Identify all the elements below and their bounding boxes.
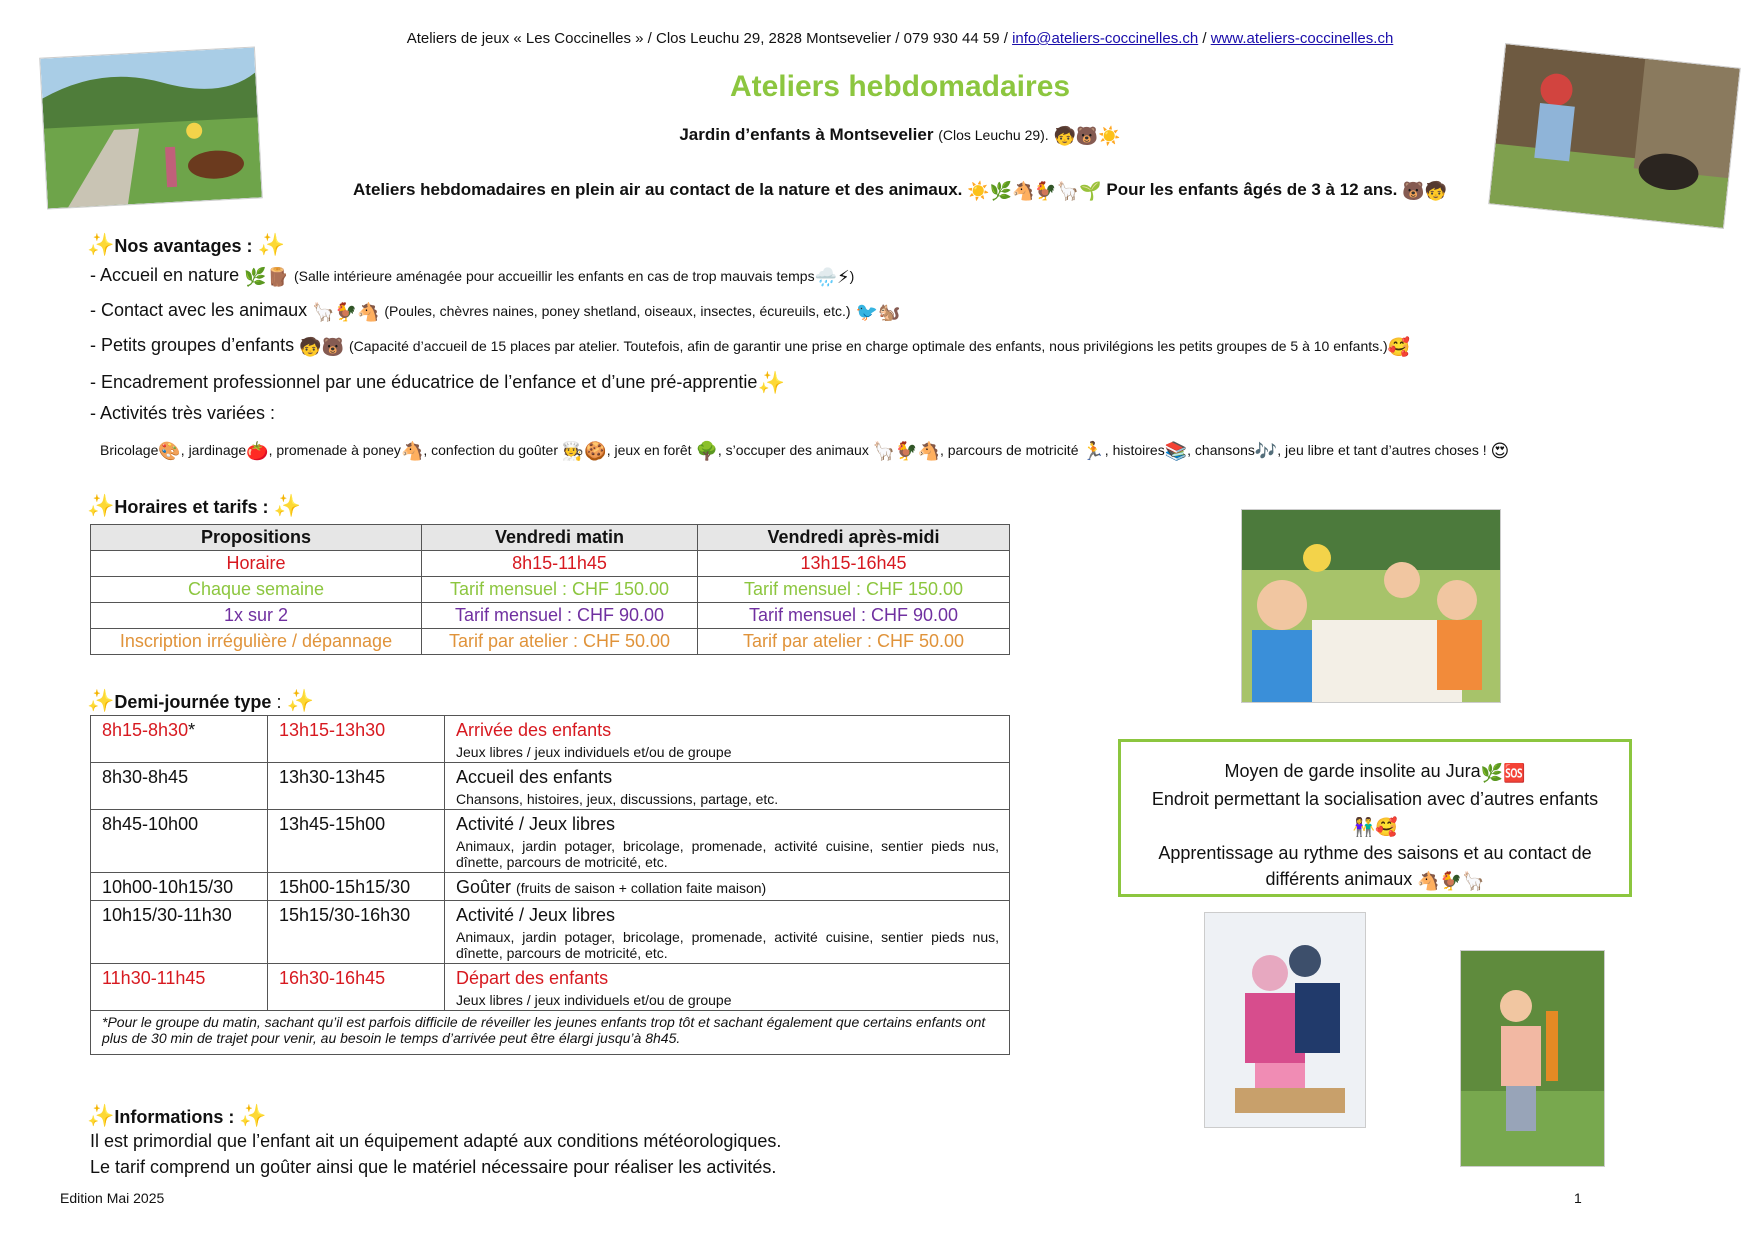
- sparkle-icon: ✨: [757, 370, 785, 395]
- horse-icon: 🐴: [400, 441, 424, 461]
- activity-text: Bricolage: [100, 442, 159, 458]
- sparkle-icon: ✨: [87, 493, 115, 518]
- smiling-hearts-icon: 🥰: [1387, 337, 1411, 357]
- advantage-label: - Encadrement professionnel par une éducatrice de l’enfance et d’une pré-apprentie: [90, 372, 758, 392]
- table-cell: [445, 901, 1010, 964]
- activity-name: Activité / Jeux libres: [456, 814, 616, 834]
- contact-text: Ateliers de jeux « Les Coccinelles » / Clos Leuchu 29, 2828 Montsevelier / 079 930 44 59 /: [406, 30, 1013, 47]
- day-title-text: Demi-journée type: [114, 692, 272, 712]
- sparkle-icon: ✨: [273, 493, 301, 518]
- advantage-item: [90, 370, 785, 396]
- cook-cookie-icon: 🧑‍🍳🍪: [561, 441, 607, 461]
- animals-icon: 🐴🐓🦙: [1417, 871, 1485, 891]
- info-line: Il est primordial que l’enfant ait un équipement adapté aux conditions météorologiques.: [90, 1131, 782, 1151]
- info-title-text: Informations :: [114, 1107, 235, 1127]
- page-number: 1: [1574, 1190, 1582, 1206]
- child-bear-icon: 🧒🐻: [299, 337, 344, 357]
- activity-text: , chansons: [1187, 442, 1255, 458]
- activity-desc: Jeux libres / jeux individuels et/ou de groupe: [456, 992, 732, 1008]
- subtitle: [0, 125, 1755, 147]
- activity-name: Accueil des enfants: [456, 767, 613, 787]
- table-cell: 15h00-15h15/30: [268, 873, 445, 901]
- intro-text: Ateliers hebdomadaires en plein air au contact de la nature et des animaux.: [353, 180, 963, 199]
- table-cell: 15h15/30-16h30: [268, 901, 445, 964]
- advantage-detail: (Poules, chèvres naines, poney shetland, oiseaux, insectes, écureuils, etc.): [384, 303, 851, 319]
- books-icon: 📚: [1164, 441, 1188, 461]
- table-cell: [445, 964, 1010, 1011]
- contact-line: [0, 30, 1755, 47]
- table-row: [91, 551, 1010, 577]
- activity-name: Goûter: [456, 877, 512, 897]
- table-cell: Inscription irrégulière / dépannage: [91, 629, 422, 655]
- table-cell: Tarif par atelier : CHF 50.00: [422, 629, 698, 655]
- children-hearts-icon: 👫🥰: [1352, 817, 1398, 837]
- sparkle-icon: ✨: [286, 688, 314, 713]
- activity-text: , jeux en forêt: [606, 442, 696, 458]
- photo-kids-painting: [1241, 509, 1501, 703]
- activity-desc: (fruits de saison + collation faite maison): [516, 880, 767, 896]
- activity-name: Activité / Jeux libres: [456, 905, 616, 925]
- tree-icon: 🌳: [695, 441, 718, 461]
- benefit-line: [1121, 812, 1629, 840]
- sparkle-icon: ✨: [87, 688, 115, 713]
- table-cell: 10h15/30-11h30: [91, 901, 268, 964]
- contact-separator: /: [1198, 30, 1211, 47]
- benefit-line: [1121, 758, 1629, 786]
- schedule-table: [90, 715, 1010, 1055]
- table-cell: Chaque semaine: [91, 577, 422, 603]
- intro-age-text: Pour les enfants âgés de 3 à 12 ans.: [1106, 180, 1398, 199]
- sparkle-icon: ✨: [257, 232, 285, 257]
- morning-time: 8h15-8h30: [102, 720, 189, 740]
- table-cell: 13h15-13h30: [268, 716, 445, 763]
- info-title: [87, 1103, 267, 1129]
- benefit-text: Moyen de garde insolite au Jura: [1224, 761, 1481, 781]
- table-row: [91, 1011, 1010, 1055]
- photo-garden-carrot: [1460, 950, 1605, 1167]
- advantage-item: [90, 265, 854, 288]
- table-cell: Tarif par atelier : CHF 50.00: [698, 629, 1010, 655]
- advantages-title: [87, 232, 285, 258]
- info-line: Le tarif comprend un goûter ainsi que le matériel nécessaire pour réaliser les activités.: [90, 1157, 777, 1177]
- activities-list: [100, 441, 1509, 462]
- advantage-label: - Activités très variées :: [90, 403, 276, 423]
- table-row: [91, 763, 1010, 810]
- activity-text: , jardinage: [180, 442, 247, 458]
- column-header: Propositions: [91, 525, 422, 551]
- column-header: Vendredi après-midi: [698, 525, 1010, 551]
- table-cell: 1x sur 2: [91, 603, 422, 629]
- table-row: [91, 716, 1010, 763]
- advantage-detail-end: ): [849, 268, 855, 284]
- bear-child-icon: 🐻🧒: [1402, 181, 1447, 201]
- table-row: [91, 901, 1010, 964]
- advantage-label: - Petits groupes d’enfants: [90, 335, 295, 355]
- palette-icon: 🎨: [158, 441, 181, 461]
- music-notes-icon: 🎶: [1254, 441, 1278, 461]
- benefit-line: [1121, 786, 1629, 812]
- benefit-line: [1121, 840, 1629, 894]
- activity-text: , promenade à poney: [268, 442, 401, 458]
- goat-feeding-image: [1489, 44, 1739, 228]
- table-cell: Tarif mensuel : CHF 90.00: [422, 603, 698, 629]
- activity-text: , s’occuper des animaux: [717, 442, 873, 458]
- nature-animals-icon: ☀️🌿🐴🐓🦙🌱: [967, 181, 1102, 201]
- table-row: [91, 577, 1010, 603]
- animals-icon: 🦙🐓🐴: [312, 302, 380, 322]
- photo-goat-feeding: [1488, 43, 1741, 229]
- schedule-footnote: *Pour le groupe du matin, sachant qu’il est parfois difficile de réveiller les jeunes enfants trop tôt et sachant également que certains enfants ont plus de 30 min de trajet pour venir, au besoin le temps d’arrivée peut être élargi jusqu’à 8h45.: [91, 1011, 1010, 1055]
- advantage-label: - Accueil en nature: [90, 265, 240, 285]
- subtitle-main: Jardin d’enfants à Montsevelier: [679, 125, 934, 144]
- sparkle-icon: ✨: [239, 1103, 267, 1128]
- child-bear-sun-icon: 🧒🐻☀️: [1053, 126, 1121, 146]
- table-row: [91, 964, 1010, 1011]
- rain-lightning-icon: 🌧️⚡: [814, 267, 850, 287]
- time-footnote-mark: *: [188, 720, 196, 740]
- activity-desc: Chansons, histoires, jeux, discussions, partage, etc.: [456, 791, 779, 807]
- hours-title: [87, 493, 301, 519]
- table-cell: [91, 716, 268, 763]
- advantage-detail: (Salle intérieure aménagée pour accueillir les enfants en cas de trop mauvais temps: [293, 268, 815, 284]
- advantage-item: [90, 300, 900, 323]
- table-row: [91, 873, 1010, 901]
- table-cell: 13h45-15h00: [268, 810, 445, 873]
- table-cell: [445, 716, 1010, 763]
- bird-squirrel-icon: 🐦🐿️: [855, 302, 901, 322]
- activity-text: , parcours de motricité: [939, 442, 1083, 458]
- table-cell: [445, 763, 1010, 810]
- activity-text: , jeu libre et tant d’autres choses !: [1277, 442, 1491, 458]
- tarifs-table: [90, 524, 1010, 655]
- table-cell: 16h30-16h45: [268, 964, 445, 1011]
- activity-text: , histoires: [1104, 442, 1165, 458]
- benefit-text: Endroit permettant la socialisation avec d’autres enfants: [1151, 789, 1599, 809]
- table-cell: 8h45-10h00: [91, 810, 268, 873]
- table-row: [91, 629, 1010, 655]
- table-cell: Tarif mensuel : CHF 150.00: [422, 577, 698, 603]
- table-cell: Tarif mensuel : CHF 150.00: [698, 577, 1010, 603]
- table-cell: 10h00-10h15/30: [91, 873, 268, 901]
- tomato-icon: 🍅: [246, 441, 269, 461]
- table-cell: [445, 873, 1010, 901]
- hours-title-text: Horaires et tarifs :: [114, 497, 269, 517]
- website-link[interactable]: www.ateliers-coccinelles.ch: [1210, 30, 1394, 47]
- column-header: Vendredi matin: [422, 525, 698, 551]
- table-cell: Tarif mensuel : CHF 90.00: [698, 603, 1010, 629]
- edition-label: Edition Mai 2025: [60, 1190, 165, 1206]
- photo-pony-walk: [39, 46, 263, 209]
- photo-sled-snow: [1204, 912, 1366, 1128]
- activity-desc: Animaux, jardin potager, bricolage, promenade, activité cuisine, sentier pieds nus, dînette, parcours de motricité, etc.: [456, 929, 999, 961]
- table-cell: 8h30-8h45: [91, 763, 268, 810]
- activity-desc: Jeux libres / jeux individuels et/ou de groupe: [456, 744, 732, 760]
- activity-name: Arrivée des enfants: [456, 720, 612, 740]
- table-cell: 11h30-11h45: [91, 964, 268, 1011]
- advantage-item: [90, 403, 275, 424]
- page-title: Ateliers hebdomadaires: [729, 70, 1071, 103]
- heart-eyes-icon: 😍: [1490, 441, 1510, 461]
- advantage-label: - Contact avec les animaux: [90, 300, 308, 320]
- runner-icon: 🏃: [1082, 441, 1105, 461]
- advantage-item: [90, 335, 1410, 358]
- email-link[interactable]: info@ateliers-coccinelles.ch: [1012, 30, 1199, 47]
- table-row: [91, 810, 1010, 873]
- table-cell: 13h30-13h45: [268, 763, 445, 810]
- plant-wood-icon: 🌿🪵: [244, 267, 289, 287]
- table-cell: 8h15-11h45: [422, 551, 698, 577]
- sparkle-icon: ✨: [87, 1103, 115, 1128]
- sled-snow-image: [1205, 913, 1365, 1127]
- day-title-suffix: :: [271, 692, 282, 712]
- table-cell: [445, 810, 1010, 873]
- table-cell: Horaire: [91, 551, 422, 577]
- table-row: [91, 603, 1010, 629]
- activity-text: , confection du goûter: [423, 442, 562, 458]
- day-title: [87, 688, 314, 714]
- pony-walk-image: [40, 48, 262, 209]
- subtitle-detail: (Clos Leuchu 29).: [938, 127, 1049, 143]
- sparkle-icon: ✨: [87, 232, 115, 257]
- table-cell: 13h15-16h45: [698, 551, 1010, 577]
- kids-painting-image: [1242, 510, 1500, 702]
- benefits-box: [1118, 739, 1632, 897]
- garden-carrot-image: [1461, 951, 1604, 1166]
- activity-name: Départ des enfants: [456, 968, 609, 988]
- plant-sos-icon: 🌿🆘: [1480, 763, 1526, 783]
- table-header-row: [91, 525, 1010, 551]
- advantages-title-text: Nos avantages :: [114, 236, 253, 256]
- animals-icon: 🦙🐓🐴: [872, 441, 940, 461]
- advantage-detail: (Capacité d’accueil de 15 places par atelier. Toutefois, afin de garantir une prise en charge optimale des enfants, nous privilégions les petits groupes de 5 à 10 enfants.): [348, 338, 1388, 354]
- activity-desc: Animaux, jardin potager, bricolage, promenade, activité cuisine, sentier pieds nus, dînette, parcours de motricité, etc.: [456, 838, 999, 870]
- benefit-text: Apprentissage au rythme des saisons et au contact de différents animaux: [1158, 843, 1592, 889]
